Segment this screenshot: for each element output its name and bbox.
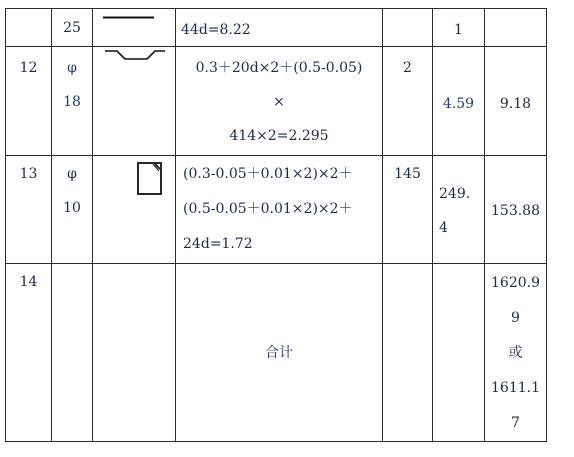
table-cell-formula-line-3: 24d=1.72 — [183, 236, 253, 252]
row-divider-1 — [5, 46, 546, 47]
table-cell-total-length-line-1: 249. — [439, 186, 471, 202]
column-divider-5 — [432, 8, 433, 442]
table-cell-diameter: 10 — [63, 200, 81, 216]
table-cell-no: 12 — [19, 60, 38, 76]
row-divider-2 — [5, 155, 546, 156]
table-cell-no: 13 — [19, 166, 38, 182]
table-cell-formula-line-3: 414×2=2.295 — [229, 128, 329, 144]
table-cell-weight-line-1: 1620.9 — [491, 275, 540, 291]
row-divider-bottom — [5, 441, 546, 442]
table-cell-formula-line-1: (0.3-0.05＋0.01×2)×2＋ — [183, 166, 353, 182]
table-cell-no: 14 — [19, 274, 38, 290]
table-cell-diameter-symbol: φ — [67, 166, 77, 182]
row-divider-top — [5, 8, 546, 9]
table-cell-count: 2 — [403, 60, 412, 76]
stirrup-icon — [137, 162, 163, 196]
table-cell-formula-line-1: 0.3＋20d×2＋(0.5-0.05) — [195, 60, 363, 76]
table-cell-diameter: 25 — [63, 20, 81, 36]
table-cell-total-label: 合计 — [265, 345, 293, 361]
table-cell-diameter-symbol: φ — [67, 60, 77, 76]
table-cell-count: 145 — [394, 166, 421, 182]
table-cell-weight-line-4: 1611.1 — [491, 380, 540, 396]
table-cell-weight: 9.18 — [499, 96, 532, 112]
column-divider-6 — [484, 8, 485, 442]
table-cell-formula-line-2: × — [273, 94, 285, 110]
table-cell-weight-line-3: 或 — [508, 345, 523, 361]
table-border-right — [546, 8, 547, 442]
table-cell-diameter: 18 — [63, 94, 81, 110]
bent-bar-icon — [105, 48, 165, 62]
table-cell-total-length: 1 — [454, 22, 463, 38]
table-cell-weight-line-2: 9 — [511, 310, 520, 326]
table-cell-total-length-line-2: 4 — [439, 220, 448, 236]
row-divider-3 — [5, 263, 546, 264]
table-cell-formula-line-1: 44d=8.22 — [181, 22, 251, 38]
column-divider-2 — [92, 8, 93, 442]
table-cell-total-length: 4.59 — [442, 96, 475, 112]
table-cell-weight-line-5: 7 — [511, 415, 520, 431]
table-cell-formula-line-2: (0.5-0.05＋0.01×2)×2＋ — [183, 201, 353, 217]
table-cell-weight: 153.88 — [491, 203, 540, 219]
flat-bar-icon — [103, 16, 155, 20]
